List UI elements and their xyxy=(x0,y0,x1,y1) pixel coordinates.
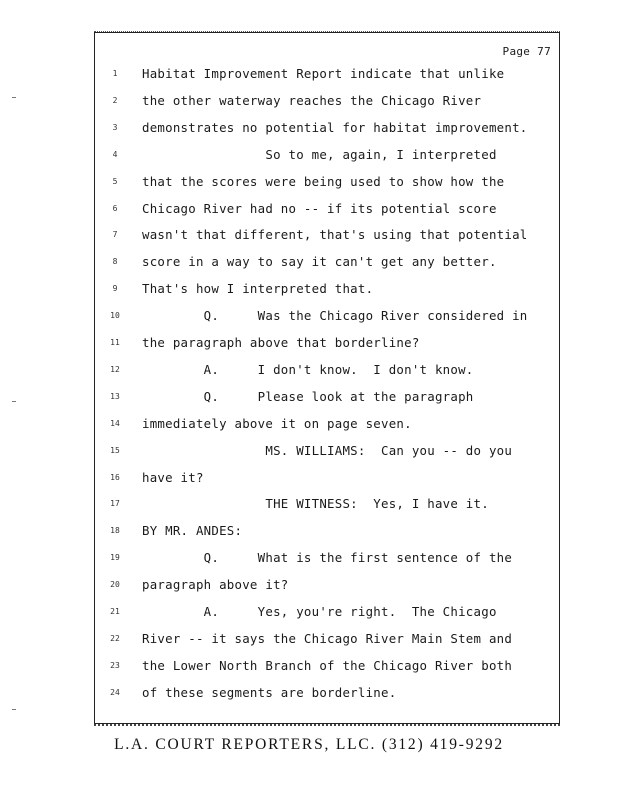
transcript-line xyxy=(95,251,559,273)
line-text: have it? xyxy=(142,469,204,485)
transcript-line xyxy=(95,171,559,193)
line-number: 2 xyxy=(112,95,118,105)
line-number: 4 xyxy=(112,149,118,159)
transcript-line xyxy=(95,278,559,300)
line-number: 16 xyxy=(110,472,120,482)
line-text: Q. Please look at the paragraph xyxy=(142,388,474,404)
line-text: Q. What is the first sentence of the xyxy=(142,550,513,566)
line-text: BY MR. ANDES: xyxy=(142,523,243,539)
line-number: 3 xyxy=(112,122,118,132)
transcript-line xyxy=(95,493,559,515)
transcript-line xyxy=(95,520,559,542)
line-number: 19 xyxy=(110,553,120,563)
line-text: A. I don't know. I don't know. xyxy=(142,361,474,377)
line-number: 1 xyxy=(112,69,118,78)
line-text: That's how I interpreted that. xyxy=(142,281,374,297)
margin-tick xyxy=(12,709,16,710)
transcript-line xyxy=(95,144,559,166)
transcript-line xyxy=(95,601,559,623)
line-number: 6 xyxy=(112,203,118,213)
court-reporter-footer: L.A. COURT REPORTERS, LLC. (312) 419-9292 xyxy=(114,736,504,753)
transcript-line xyxy=(95,682,559,704)
line-text: THE WITNESS: Yes, I have it. xyxy=(142,496,489,512)
line-number: 20 xyxy=(110,580,120,590)
transcript-line xyxy=(95,90,559,112)
line-text: the Lower North Branch of the Chicago River both xyxy=(142,657,513,673)
line-number: 15 xyxy=(110,445,120,455)
transcript-line xyxy=(95,63,559,85)
line-text: River -- it says the Chicago River Main Stem and xyxy=(142,630,513,646)
transcript-line xyxy=(95,655,559,677)
line-text: the other waterway reaches the Chicago River xyxy=(142,92,482,108)
line-number: 14 xyxy=(110,418,120,428)
transcript-line xyxy=(95,440,559,462)
transcript-line xyxy=(95,198,559,220)
transcript-line xyxy=(95,413,559,435)
line-text: that the scores were being used to show how the xyxy=(142,173,505,189)
transcript-line xyxy=(95,628,559,650)
transcript-line xyxy=(95,117,559,139)
line-text: Q. Was the Chicago River considered in xyxy=(142,308,528,324)
line-text: immediately above it on page seven. xyxy=(142,415,412,431)
line-number: 12 xyxy=(110,364,120,374)
line-number: 8 xyxy=(112,257,118,267)
line-text: of these segments are borderline. xyxy=(142,684,397,700)
line-number: 10 xyxy=(110,311,120,321)
line-text: Habitat Improvement Report indicate that unlike xyxy=(142,66,505,81)
transcript-line xyxy=(95,574,559,596)
transcript-page xyxy=(94,32,560,724)
line-number: 21 xyxy=(110,607,120,616)
transcript-line xyxy=(95,305,559,327)
line-text: score in a way to say it can't get any better. xyxy=(142,254,497,270)
line-number: 18 xyxy=(110,526,120,536)
page-number: Page 77 xyxy=(502,45,551,58)
transcript-line xyxy=(95,467,559,489)
line-number: 17 xyxy=(110,499,120,509)
transcript-line xyxy=(95,224,559,246)
transcript-line xyxy=(95,359,559,381)
transcript-line xyxy=(95,386,559,408)
margin-tick xyxy=(12,97,16,98)
line-number: 7 xyxy=(112,230,118,240)
line-number: 11 xyxy=(110,338,120,347)
line-text: Chicago River had no -- if its potential score xyxy=(142,200,497,216)
line-text: MS. WILLIAMS: Can you -- do you xyxy=(142,442,513,458)
line-number: 5 xyxy=(112,176,118,186)
transcript-line xyxy=(95,547,559,569)
transcript-line xyxy=(95,332,559,354)
line-text: So to me, again, I interpreted xyxy=(142,146,497,162)
line-number: 23 xyxy=(110,660,120,670)
line-text: A. Yes, you're right. The Chicago xyxy=(142,604,497,619)
line-text: wasn't that different, that's using that potential xyxy=(142,227,528,243)
margin-tick xyxy=(12,401,16,402)
line-number: 22 xyxy=(110,633,120,643)
line-text: paragraph above it? xyxy=(142,577,289,593)
line-number: 9 xyxy=(112,284,118,294)
line-number: 24 xyxy=(110,687,120,697)
line-number: 13 xyxy=(110,391,120,401)
line-text: demonstrates no potential for habitat improvement. xyxy=(142,119,528,135)
line-text: the paragraph above that borderline? xyxy=(142,335,420,350)
